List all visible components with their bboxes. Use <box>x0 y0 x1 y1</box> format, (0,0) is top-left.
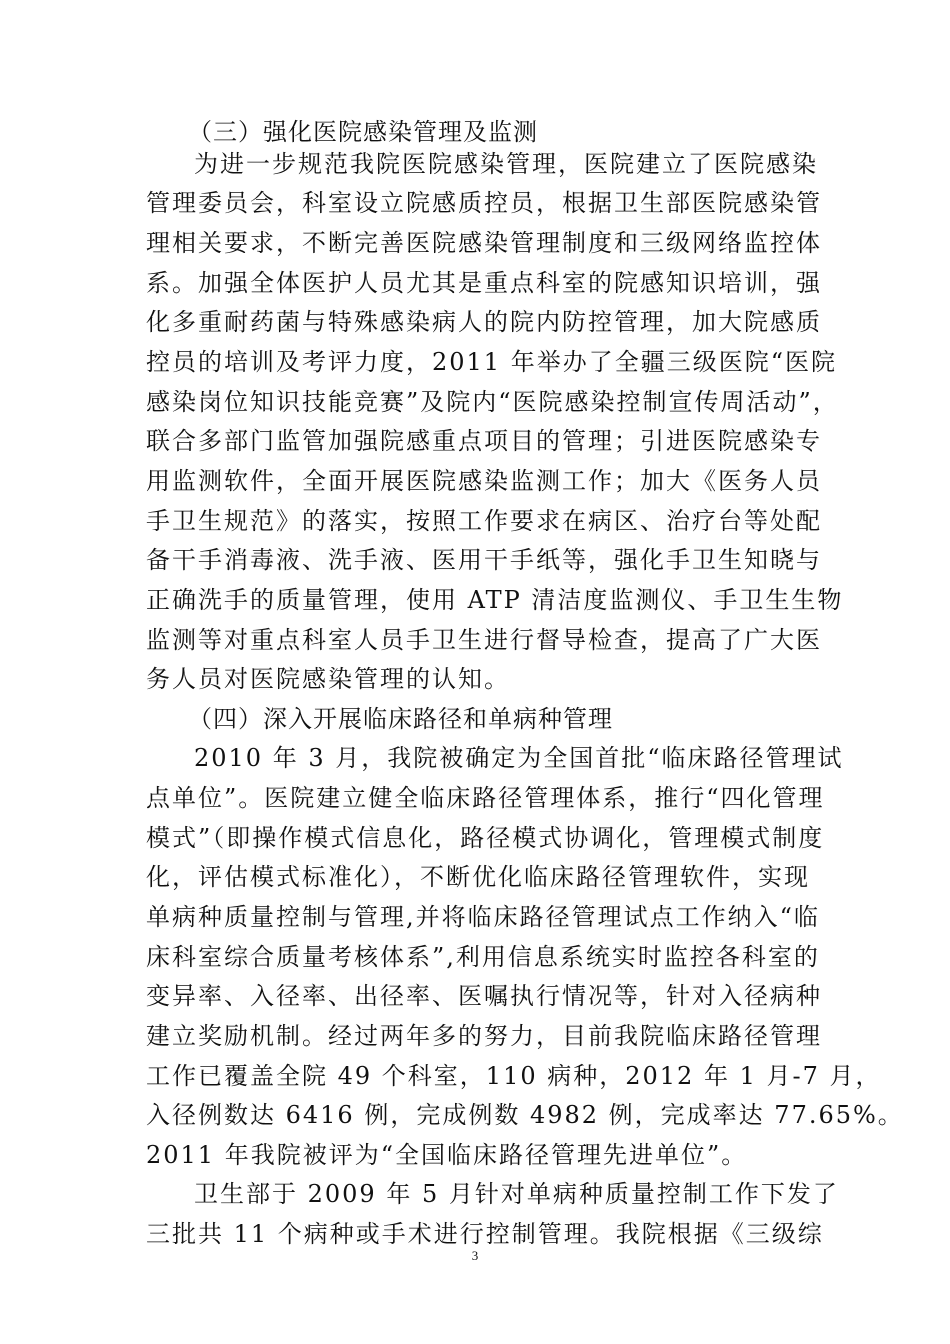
paragraph-line: 化，评估模式标准化），不断优化临床路径管理软件，实现 <box>146 863 810 891</box>
paragraph-line: 卫生部于 2009 年 5 月针对单病种质量控制工作下发了 <box>194 1180 839 1208</box>
paragraph-line: 床科室综合质量考核体系”,利用信息系统实时监控各科室的 <box>146 943 820 971</box>
paragraph-line: 2010 年 3 月，我院被确定为全国首批“临床路径管理试 <box>194 744 844 772</box>
section-heading: （四）深入开展临床路径和单病种管理 <box>188 705 613 733</box>
paragraph-line: 三批共 11 个病种或手术进行控制管理。我院根据《三级综 <box>146 1220 824 1248</box>
page-number: 3 <box>471 1248 479 1263</box>
paragraph-line: 控员的培训及考评力度，2011 年举办了全疆三级医院“医院 <box>146 348 837 376</box>
paragraph-line: 正确洗手的质量管理，使用 ATP 清洁度监测仪、手卫生生物 <box>146 586 844 614</box>
paragraph-line: 手卫生规范》的落实，按照工作要求在病区、治疗台等处配 <box>146 507 822 535</box>
paragraph-line: 工作已覆盖全院 49 个科室，110 病种，2012 年 1 月-7 月， <box>146 1062 882 1090</box>
paragraph-line: 备干手消毒液、洗手液、医用干手纸等，强化手卫生知晓与 <box>146 546 822 574</box>
section-heading: （三）强化医院感染管理及监测 <box>188 118 538 146</box>
paragraph-line: 系。加强全体医护人员尤其是重点科室的院感知识培训，强 <box>146 269 822 297</box>
paragraph-line: 感染岗位知识技能竞赛”及院内“医院感染控制宣传周活动”， <box>146 388 839 416</box>
paragraph-line: 模式”（即操作模式信息化，路径模式协调化，管理模式制度 <box>146 824 825 852</box>
paragraph-line: 为进一步规范我院医院感染管理，医院建立了医院感染 <box>194 150 818 178</box>
paragraph-line: 用监测软件，全面开展医院感染监测工作；加大《医务人员 <box>146 467 822 495</box>
paragraph-line: 点单位”。医院建立健全临床路径管理体系，推行“四化管理 <box>146 784 825 812</box>
paragraph-line: 单病种质量控制与管理,并将临床路径管理试点工作纳入“临 <box>146 903 820 931</box>
paragraph-line: 2011 年我院被评为“全国临床路径管理先进单位”。 <box>146 1141 748 1169</box>
paragraph-line: 变异率、入径率、出径率、医嘱执行情况等，针对入径病种 <box>146 982 822 1010</box>
paragraph-line: 理相关要求，不断完善医院感染管理制度和三级网络监控体 <box>146 229 822 257</box>
paragraph-line: 入径例数达 6416 例，完成例数 4982 例，完成率达 77.65%。 <box>146 1101 904 1129</box>
paragraph-line: 监测等对重点科室人员手卫生进行督导检查，提高了广大医 <box>146 626 822 654</box>
paragraph-line: 化多重耐药菌与特殊感染病人的院内防控管理，加大院感质 <box>146 308 822 336</box>
paragraph-line: 务人员对医院感染管理的认知。 <box>146 665 510 693</box>
paragraph-line: 联合多部门监管加强院感重点项目的管理；引进医院感染专 <box>146 427 822 455</box>
paragraph-line: 管理委员会，科室设立院感质控员，根据卫生部医院感染管 <box>146 189 822 217</box>
paragraph-line: 建立奖励机制。经过两年多的努力，目前我院临床路径管理 <box>146 1022 822 1050</box>
